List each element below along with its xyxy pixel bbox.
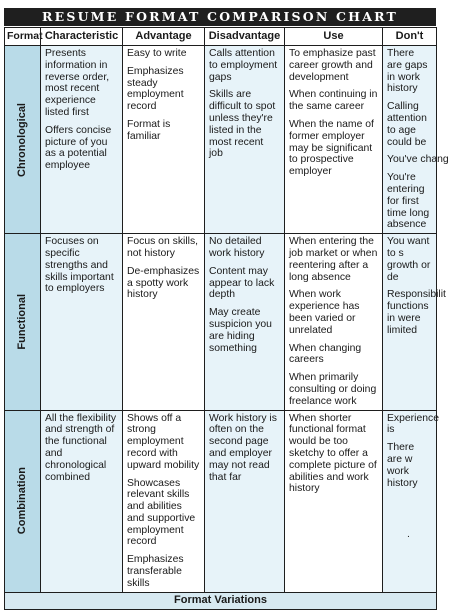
text: Calling attention to age could be	[387, 101, 427, 148]
text: Work history is often on the second page and employer may not read that far	[209, 412, 277, 483]
table-row	[5, 234, 437, 410]
dont-cell	[383, 234, 446, 410]
text: Emphasizes steady employment record	[127, 65, 184, 113]
table-row	[5, 410, 437, 592]
header-row	[5, 28, 437, 46]
disadvantage-cell	[205, 234, 285, 410]
text: May create suspicion you are hiding something	[209, 307, 272, 354]
text: You're entering for first time long absence	[387, 172, 430, 231]
text: Showcases relevant skills and abilities and supportive employment record	[127, 477, 196, 548]
text: Format is familiar	[127, 118, 171, 142]
use-cell	[285, 46, 383, 234]
format-label: Chronological	[15, 102, 28, 177]
format-label: Functional	[15, 294, 28, 350]
text: When work experience has been varied or unrelated	[289, 289, 360, 336]
text: Emphasizes transferable skills	[127, 554, 184, 589]
format-label: Combination	[15, 467, 28, 535]
text: Calls attention to employment gaps	[209, 48, 278, 83]
format-label-cell	[5, 410, 41, 592]
text: Focuses on specific strengths and skills important to employers	[45, 236, 114, 295]
characteristic-cell	[41, 234, 123, 410]
text: When changing careers	[289, 342, 362, 366]
disadvantage-cell	[205, 46, 285, 234]
advantage-cell	[123, 46, 205, 234]
header-characteristic: Characteristic	[41, 28, 123, 46]
characteristic-cell	[41, 46, 123, 234]
characteristic-cell	[41, 410, 123, 592]
text: When entering the job market or when reentering after a long absence	[289, 236, 378, 283]
text: De-emphasizes a spotty work history	[127, 265, 200, 301]
text: Responsibilit functions in were limited	[387, 289, 446, 336]
format-label-cell	[5, 234, 41, 410]
text: You've chang	[387, 154, 449, 166]
footer-label: Format Variations	[5, 592, 437, 609]
text: When shorter functional format would be too sketchy to offer a complete picture of abilities and work history	[289, 412, 377, 495]
mark: .	[407, 529, 410, 541]
text: You want to s growth or de	[387, 236, 431, 283]
text: Offers concise picture of you as a potential employee	[45, 124, 112, 172]
text: Content may appear to lack depth	[209, 265, 275, 301]
comparison-table	[4, 27, 449, 610]
dont-cell	[383, 410, 437, 592]
header-advantage: Advantage	[123, 28, 205, 46]
header-format: Format	[5, 28, 41, 46]
use-cell	[285, 234, 383, 410]
text: When continuing in the same career	[289, 89, 378, 113]
use-cell	[285, 410, 383, 592]
header-dont: Don't	[383, 28, 437, 46]
text: To emphasize past career growth and development	[289, 48, 376, 83]
header-use: Use	[285, 28, 383, 46]
format-label-cell	[5, 46, 41, 234]
text: There are w work history	[387, 442, 418, 489]
text: There are gaps in work history	[387, 48, 428, 95]
dont-cell	[383, 46, 449, 234]
footer-row	[5, 592, 437, 609]
text: When primarily consulting or doing freelance work	[289, 372, 377, 407]
table-row	[5, 46, 437, 234]
text: Skills are difficult to spot unless they're listed in the most recent job	[209, 89, 276, 160]
advantage-cell	[123, 410, 205, 592]
disadvantage-cell	[205, 410, 285, 592]
text: Easy to write	[127, 48, 187, 59]
text: Shows off a strong employment record with upward mobility	[127, 412, 200, 471]
text: Presents information in reverse order, most recent experience listed first	[45, 48, 110, 118]
text: No detailed work history	[209, 236, 265, 259]
chart-title: RESUME FORMAT COMPARISON CHART	[4, 8, 436, 26]
header-disadvantage: Disadvantage	[205, 28, 285, 46]
text: When the name of former employer may be significant to prospective employer	[289, 118, 374, 178]
advantage-cell	[123, 234, 205, 410]
text: All the flexibility and strength of the functional and chronological combined	[45, 412, 117, 483]
text: Focus on skills, not history	[127, 236, 199, 259]
text: Experience is	[387, 412, 439, 436]
